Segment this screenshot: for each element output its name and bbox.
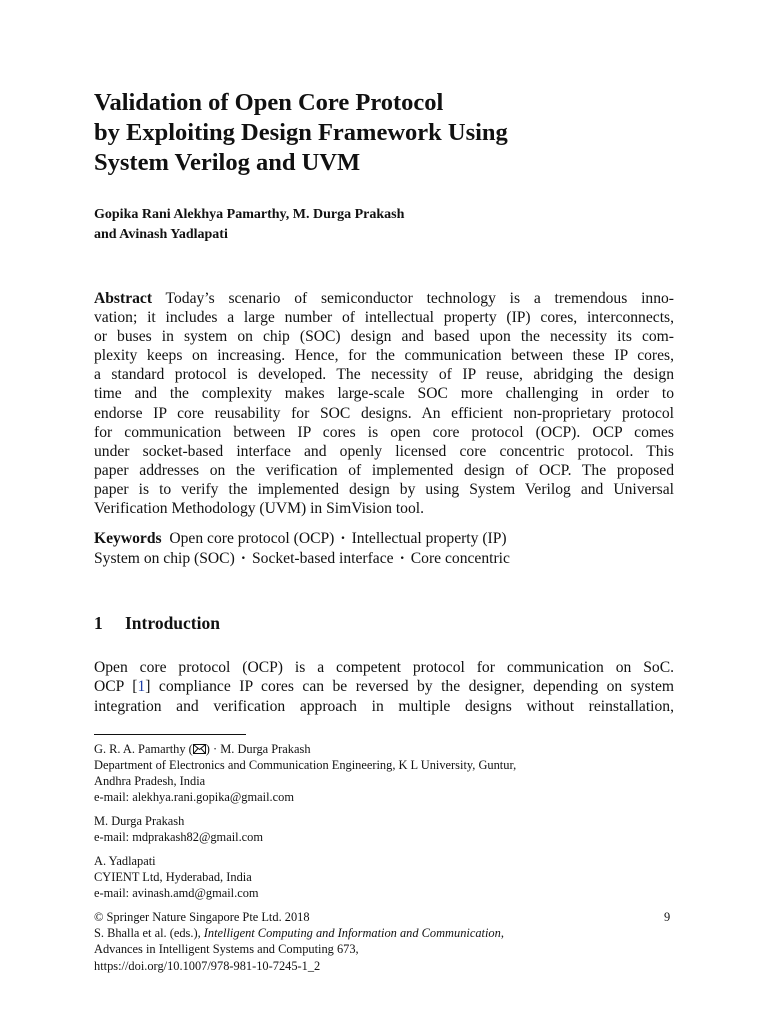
keywords-line (94, 529, 674, 549)
body-line (94, 677, 674, 696)
title-line: by Exploiting Design Framework Using (94, 119, 508, 146)
abstract-line: plexity keeps on increasing. Hence, for the communication between these IP cores, (94, 347, 674, 365)
body-line: integration and verification approach in multiple designs without reinstallation, (94, 697, 674, 715)
keyword: Core concentric (410, 550, 510, 567)
keyword: System on chip (SOC) (94, 550, 235, 567)
footnote-text: G. R. A. Pamarthy ( (94, 742, 193, 756)
title-line: System Verilog and UVM (94, 149, 361, 176)
book-title: Intelligent Computing and Information and Communication (203, 926, 501, 941)
section-number: 1 (94, 613, 103, 633)
section-title: Introduction (125, 613, 220, 633)
series-line: Advances in Intelligent Systems and Computing 673, (94, 942, 359, 957)
email-line: e-mail: mdprakash82@gmail.com (94, 830, 264, 844)
abstract-line: time and the complexity makes large-scale SOC more challenging in order to (94, 385, 674, 403)
keywords-label: Keywords (94, 530, 162, 547)
abstract-line: paper is to verify the implemented design by using System Verilog and Universal (94, 480, 674, 498)
title-line: Validation of Open Core Protocol (94, 89, 444, 116)
abstract-text: Today’s scenario of semiconductor technology is a tremendous inno- (165, 290, 674, 307)
body-line: Open core protocol (OCP) is a competent protocol for communication on SoC. (94, 659, 674, 676)
footnote-line: Department of Electronics and Communication Engineering, K L University, Guntur, (94, 758, 517, 772)
footnote-line: Andhra Pradesh, India (94, 774, 206, 788)
author-line: and Avinash Yadlapati (94, 227, 228, 242)
keywords (94, 529, 674, 569)
footnote-line (94, 741, 654, 757)
footnote-line: M. Durga Prakash (94, 814, 185, 828)
section-heading (94, 612, 220, 634)
abstract-line: endorse IP core reusability for SOC designs. An efficient non-proprietary protocol (94, 404, 674, 422)
author-footnotes (94, 741, 654, 909)
abstract-label: Abstract (94, 290, 153, 307)
email-line: e-mail: avinash.amd@gmail.com (94, 886, 259, 900)
keyword: Intellectual property (IP) (351, 530, 507, 547)
footnote-block (94, 853, 654, 901)
paper-title (94, 88, 694, 178)
footnote-line: A. Yadlapati (94, 854, 156, 868)
doi-link[interactable]: https://doi.org/10.1007/978-981-10-7245-1_2 (94, 958, 321, 973)
abstract-line: vation; it includes a large number of intellectual property (IP) cores, interconnects, (94, 309, 674, 327)
keyword-separator: · (340, 530, 346, 547)
keyword: Socket-based interface (251, 550, 394, 567)
footnote-block (94, 813, 654, 845)
copyright-line: © Springer Nature Singapore Pte Ltd. 2018 (94, 910, 310, 924)
abstract-line: Verification Methodology (UVM) in SimVision tool. (94, 500, 424, 518)
author-list (94, 205, 404, 245)
footer-text: S. Bhalla et al. (eds.), (94, 926, 204, 941)
citation-link[interactable]: 1 (137, 678, 146, 696)
keyword-separator: · (240, 550, 246, 567)
footer-text: , (500, 926, 504, 941)
footnote-line: CYIENT Ltd, Hyderabad, India (94, 870, 252, 884)
abstract-line: under socket-based interface and openly licensed core concentric protocol. This (94, 442, 674, 460)
citation-line (94, 925, 674, 941)
body-text: OCP [ (94, 678, 138, 696)
keywords-line (94, 549, 674, 569)
abstract-line: or buses in system on chip (SOC) design and based upon the necessity its com- (94, 328, 674, 346)
email-line: e-mail: alekhya.rani.gopika@gmail.com (94, 790, 294, 804)
mail-icon[interactable] (193, 744, 206, 754)
abstract-line: for communication between IP cores is open core protocol (OCP). OCP comes (94, 423, 674, 441)
abstract-line (94, 289, 674, 308)
abstract-line: a standard protocol is developed. The necessity of IP reuse, abridging the design (94, 366, 674, 384)
page-number: 9 (664, 910, 671, 924)
keyword-separator: · (399, 550, 405, 567)
footnote-block (94, 741, 654, 805)
intro-paragraph (94, 658, 674, 716)
keyword: Open core protocol (OCP) (169, 530, 335, 547)
footnote-text: ) · M. Durga Prakash (205, 742, 311, 756)
publication-footer (94, 909, 674, 974)
body-text: ] compliance IP cores can be reversed by the designer, depending on system (145, 678, 674, 696)
footnote-divider (94, 734, 246, 735)
abstract-line: paper addresses on the verification of implemented design of OCP. The proposed (94, 461, 674, 479)
author-line: Gopika Rani Alekhya Pamarthy, M. Durga Prakash (94, 207, 405, 222)
abstract (94, 289, 674, 518)
